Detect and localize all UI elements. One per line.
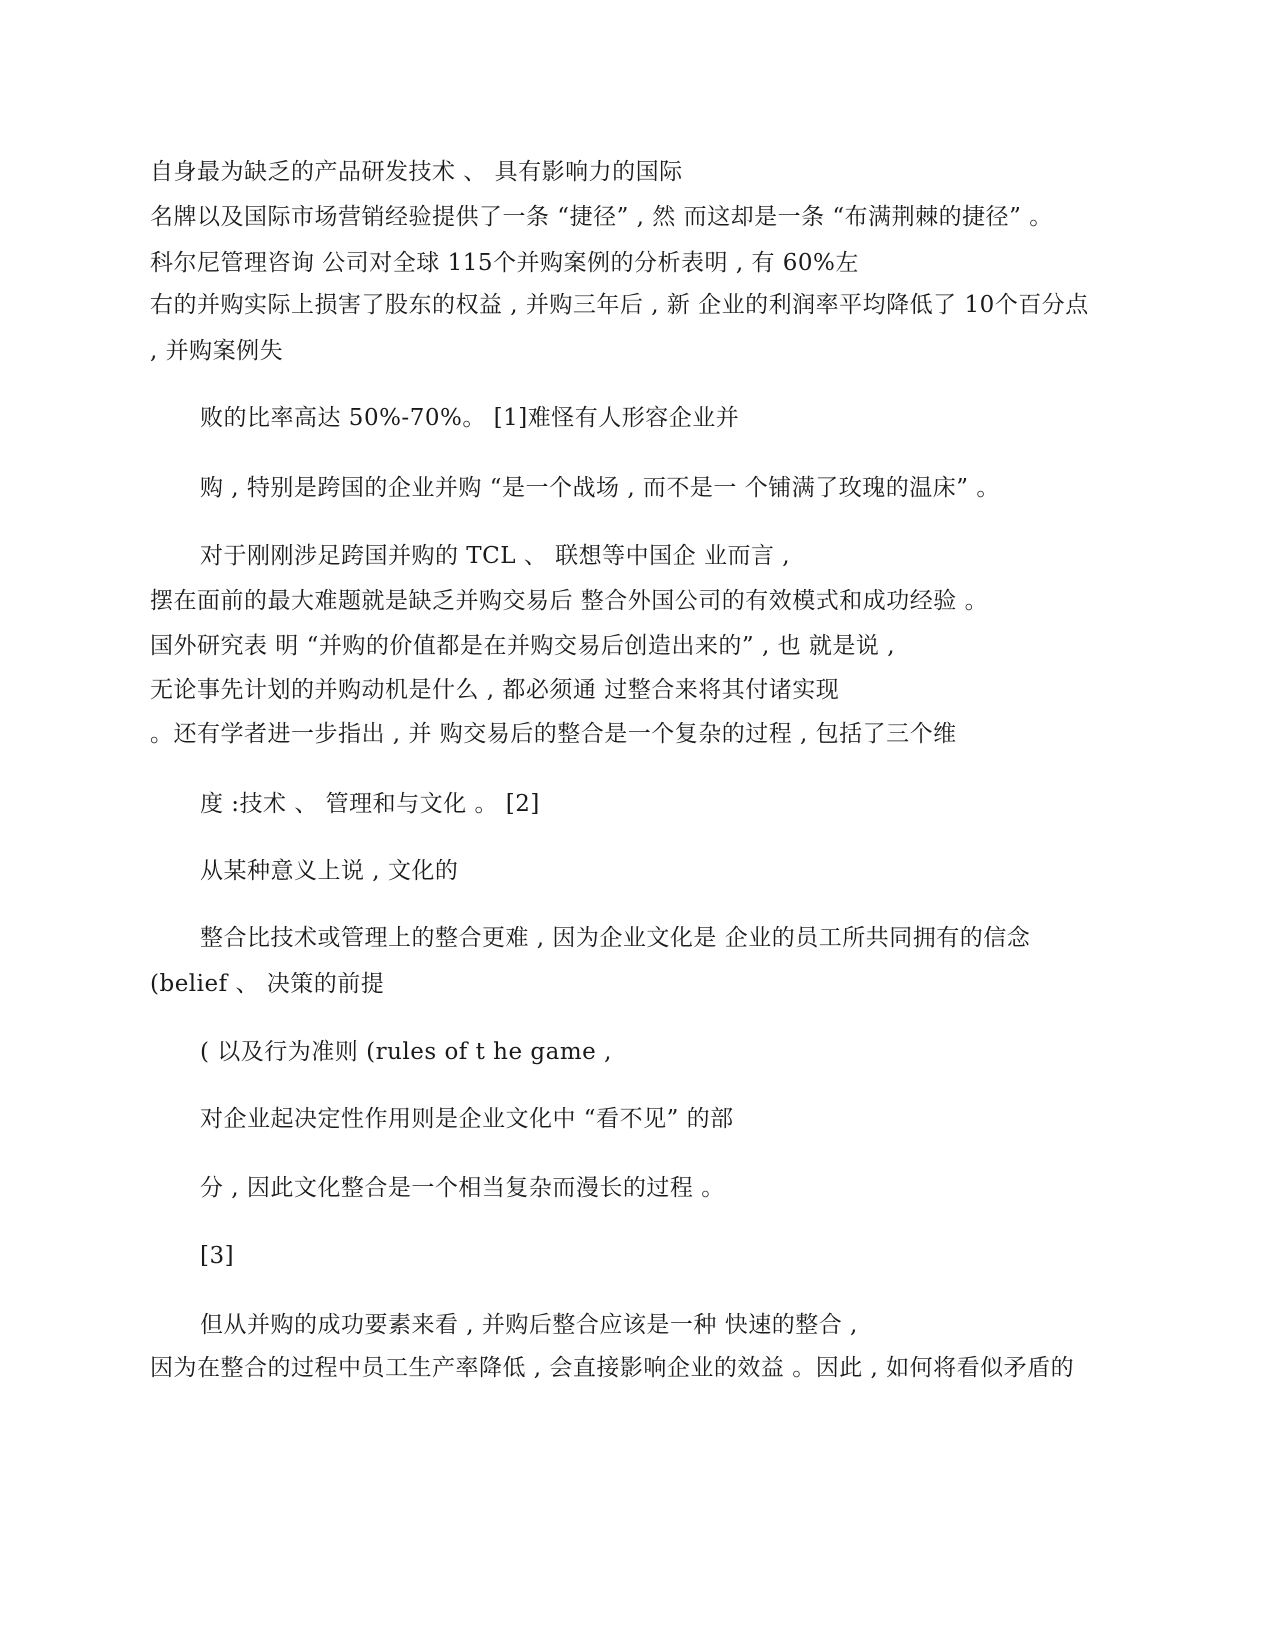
text-line: 国外研究表 明 “并购的价值都是在并购交易后创造出来的” , 也 就是说 , xyxy=(150,633,896,659)
text-line: [3] xyxy=(200,1243,235,1269)
text-line: , 并购案例失 xyxy=(150,338,284,364)
text-line: 对企业起决定性作用则是企业文化中 “看不见” 的部 xyxy=(200,1106,734,1132)
text-line: 右的并购实际上损害了股东的权益 , 并购三年后 , 新 企业的利润率平均降低了 10个百分点 xyxy=(150,292,1089,318)
text-line: 但从并购的成功要素来看 , 并购后整合应该是一种 快速的整合 , xyxy=(200,1312,858,1338)
text-line: (belief 、 决策的前提 xyxy=(150,971,385,997)
text-line: 度 :技术 、 管理和与文化 。 [2] xyxy=(200,791,540,817)
text-line: 整合比技术或管理上的整合更难 , 因为企业文化是 企业的员工所共同拥有的信念 xyxy=(200,925,1031,951)
text-line: 自身最为缺乏的产品研发技术 、 具有影响力的国际 xyxy=(150,159,683,185)
text-line: 对于刚刚涉足跨国并购的 TCL 、 联想等中国企 业而言 , xyxy=(200,543,791,569)
text-line: 科尔尼管理咨询 公司对全球 115个并购案例的分析表明 , 有 60%左 xyxy=(150,250,859,276)
text-line: 因为在整合的过程中员工生产率降低 , 会直接影响企业的效益 。因此 , 如何将看似矛盾的 xyxy=(150,1355,1075,1381)
text-line: 无论事先计划的并购动机是什么 , 都必须通 过整合来将其付诸实现 xyxy=(150,677,840,703)
text-line: 分 , 因此文化整合是一个相当复杂而漫长的过程 。 xyxy=(200,1175,725,1201)
text-line: 购 , 特别是跨国的企业并购 “是一个战场 , 而不是一 个铺满了玫瑰的温床” 。 xyxy=(200,475,1000,501)
text-line: 从某种意义上说 , 文化的 xyxy=(200,858,459,884)
text-line: 。还有学者进一步指出 , 并 购交易后的整合是一个复杂的过程 , 包括了三个维 xyxy=(150,721,957,747)
text-line: 败的比率高达 50%-70%。 [1]难怪有人形容企业并 xyxy=(200,405,740,431)
text-line: 名牌以及国际市场营销经验提供了一条 “捷径” , 然 而这却是一条 “布满荆棘的捷径” 。 xyxy=(150,204,1053,230)
text-line: 摆在面前的最大难题就是缺乏并购交易后 整合外国公司的有效模式和成功经验 。 xyxy=(150,588,989,614)
text-line: ( 以及行为准则 (rules of t he game , xyxy=(200,1039,612,1065)
